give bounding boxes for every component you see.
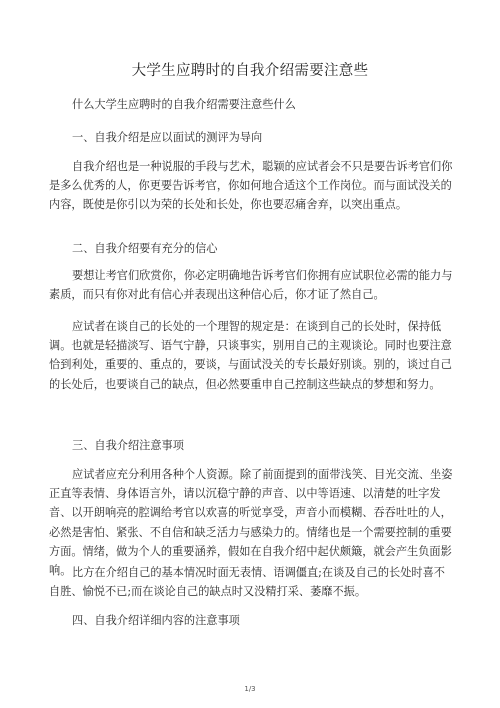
paragraph: 要想让考官们欣赏你，你必定明确地告诉考官们你拥有应试职位必需的能力与素质，而只有你对此有信心并表现出这种信心后，你才证了然自己。 <box>49 269 453 302</box>
section-heading-2: 二、自我介绍要有充分的信心 <box>72 242 218 255</box>
paragraph: 应试者应充分利用各种个人资源。除了前面提到的面带浅笑、目光交流、坐姿正直等表情、身体语言外，请以沉稳宁静的声音、以中等语速、以清楚的吐字发音、以开朗响亮的腔调给考官以欢喜的听觉享受，声音小而模糊、吞吞吐吐的人，必然是害怕、紧张、不自信和缺乏活力与感染力的。情绪也是一个需要控制的重要方面。情绪，做为个人的重要涵养，假如在自我介绍中起伏颇簸，就会产生负面影响。 <box>49 468 453 578</box>
section-heading-4: 四、自我介绍详细内容的注意事项 <box>72 614 240 627</box>
page-number: 1/3 <box>244 685 256 693</box>
paragraph: 应试者在谈自己的长处的一个理智的规定是：在谈到自己的长处时，保持低调。也就是轻描淡写、语气宁静，只谈事实，别用自己的主观谈论。同时也要注意恰到利处，重要的、重点的，要谈，与面试没关的专长最好别谈。别的，谈过自己的长处后，也要谈自己的缺点，但必然要重申自己控制这些缺点的梦想和努力。 <box>49 320 452 391</box>
section-heading-1: 一、自我介绍是应以面试的测评为导向 <box>72 131 263 144</box>
section-heading-3: 三、自我介绍注意事项 <box>72 439 184 452</box>
paragraph: 自我介绍也是一种说服的手段与艺术，聪颖的应试者会不只是要告诉考官们你是多么优秀的人，你更要告诉考官，你如何地合适这个工作岗位。而与面试没关的内容，既使是你引以为荣的长处和长处，你也要忍痛舍弃，以突出重点。 <box>49 160 453 212</box>
paragraph: 比方在介绍自己的基本情况时面无表情、语调僵直;在谈及自己的长处时喜不自胜、愉悦不已;而在谈论自己的缺点时又没精打采、萎靡不振。 <box>49 566 445 599</box>
subtitle: 什么大学生应聘时的自我介绍需要注意些什么 <box>72 98 296 111</box>
page-title: 大学生应聘时的自我介绍需要注意些 <box>131 63 369 79</box>
